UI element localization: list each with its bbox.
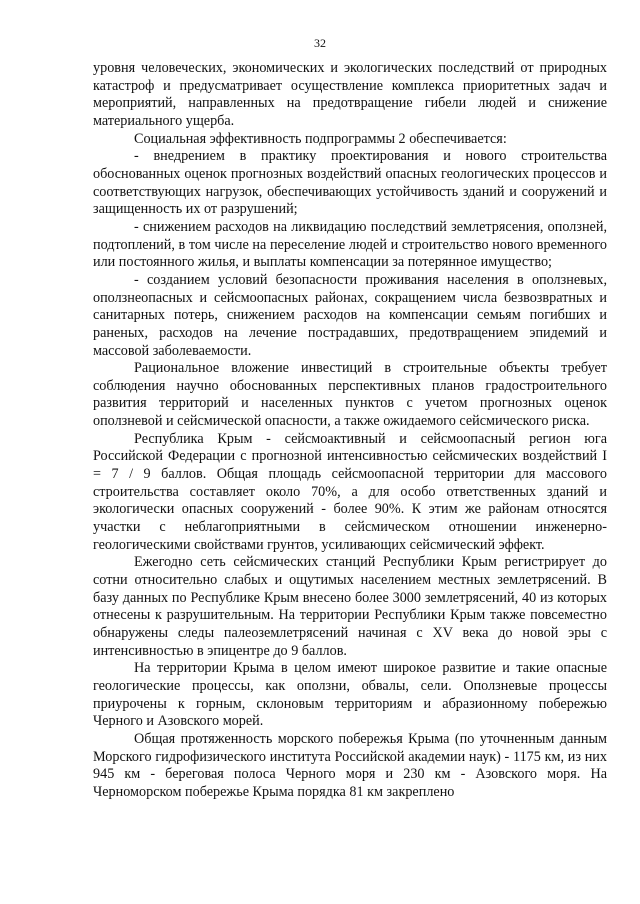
paragraph: Социальная эффективность подпрограммы 2 обеспечивается:: [134, 130, 507, 147]
paragraph: - созданием условий безопасности проживания населения в оползневых, оползнеопасных и сейсмоопасных районах, сокращением числа безвозвратных и санитарных потерь, снижением расходов на компенсации семьям погибших и раненых, расходов на лечение пострадавших, предотвращением эпидемий и массовой заболеваемости.: [93, 271, 607, 359]
paragraph: Рациональное вложение инвестиций в строительные объекты требует соблюдения научно обоснованных перспективных планов градостроительного развития территорий и населенных пунктов с учетом прогнозных оценок оползневой и сейсмической опасности, а также ожидаемого сейсмического риска.: [93, 360, 607, 430]
page-number: 32: [314, 36, 326, 50]
paragraph: - внедрением в практику проектирования и нового строительства обоснованных оценок прогнозных воздействий опасных геологических процессов и соответствующих нагрузок, обеспечивающих устойчивость зданий и сооружений и защищенность их от разрушений;: [93, 148, 607, 218]
paragraph: Республика Крым - сейсмоактивный и сейсмоопасный регион юга Российской Федерации с прогнозной интенсивностью сейсмических воздействий I = 7 / 9 баллов. Общая площадь сейсмоопасной территории для массового строительства составляет около 70%, а для особо ответственных зданий и экологически опасных сооружений - более 90%. К этим же районам относятся участки с неблагоприятными в сейсмическом отношении инженерно-геологическими свойствами грунтов, усиливающих сейсмический эффект.: [93, 430, 607, 553]
paragraph: - снижением расходов на ликвидацию последствий землетрясения, оползней, подтоплений, в том числе на переселение людей и строительство нового временного или постоянного жилья, и выплаты компенсации за потерянное имущество;: [93, 218, 607, 271]
paragraph: уровня человеческих, экономических и экологических последствий от природных катастроф и предусматривает осуществление комплекса приоритетных задач и мероприятий, направленных на предотвращение гибели людей и снижение материального ущерба.: [93, 60, 607, 129]
paragraph: Ежегодно сеть сейсмических станций Республики Крым регистрирует до сотни относительно слабых и ощутимых населением местных землетрясений. В базу данных по Республике Крым внесено более 3000 землетрясений, 40 из которых отнесены к разрушительным. На территории Республики Крым также повсеместно обнаружены следы палеоземлетрясений начиная с XV века до новой эры с интенсивностью в эпицентре до 9 баллов.: [93, 554, 607, 659]
document-body: [93, 60, 607, 802]
paragraph: Общая протяженность морского побережья Крыма (по уточненным данным Морского гидрофизического института Российской академии наук) - 1175 км, из них 945 км - береговая полоса Черного моря и 230 км - Азовского моря. На Черноморском побережье Крыма порядка 81 км закреплено: [93, 730, 607, 800]
paragraph: На территории Крыма в целом имеют широкое развитие и такие опасные геологические процессы, как оползни, обвалы, сели. Оползневые процессы приурочены к горным, склоновым территориям и абразионному побережью Черного и Азовского морей.: [93, 660, 607, 730]
